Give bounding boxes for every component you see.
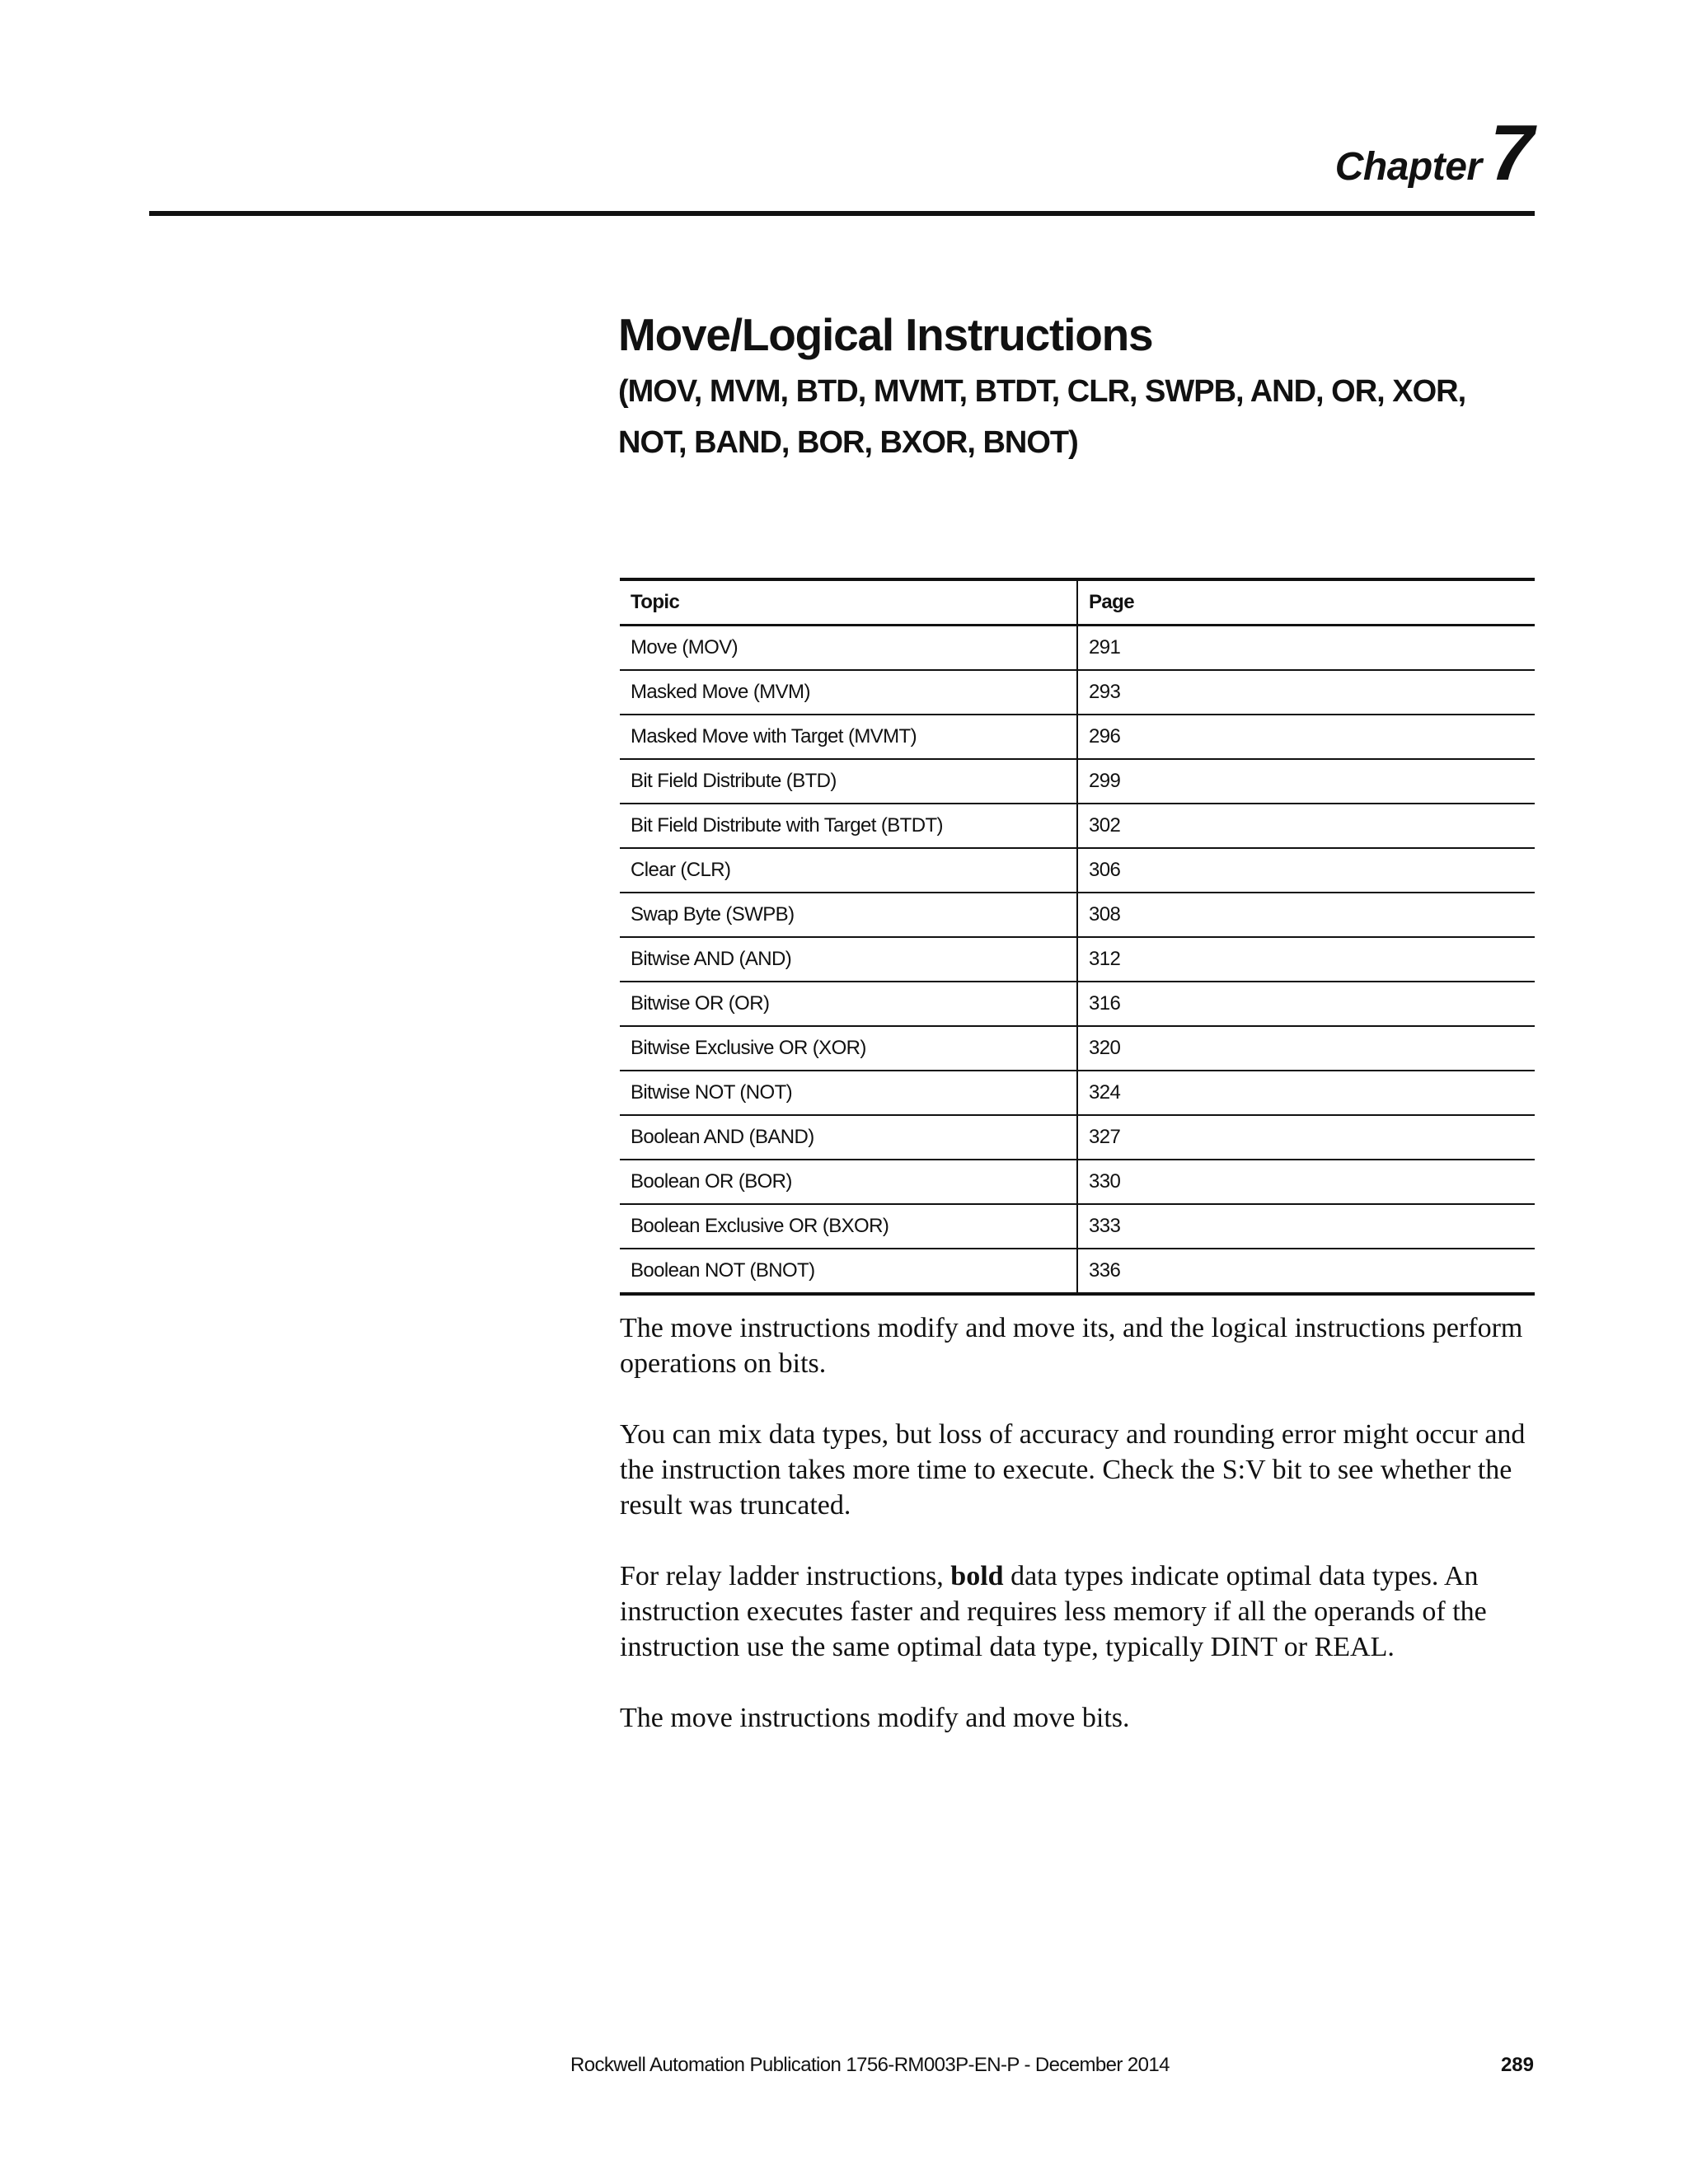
table-row (620, 626, 1535, 671)
table-row (620, 1160, 1535, 1204)
topic-cell: Bit Field Distribute with Target (BTDT) (620, 804, 1077, 848)
topic-cell: Bitwise AND (AND) (620, 937, 1077, 982)
chapter-word: Chapter (1334, 145, 1482, 189)
table-header-row (620, 579, 1535, 626)
table-row (620, 1204, 1535, 1249)
topic-cell: Swap Byte (SWPB) (620, 893, 1077, 937)
table-row (620, 1026, 1535, 1071)
topic-cell: Boolean AND (BAND) (620, 1115, 1077, 1160)
table-row (620, 982, 1535, 1026)
topic-cell: Clear (CLR) (620, 848, 1077, 893)
table-row (620, 893, 1535, 937)
page-title: Move/Logical Instructions (618, 309, 1153, 360)
chapter-heading (1334, 109, 1534, 197)
table-row (620, 1115, 1535, 1160)
title-block (618, 305, 1535, 468)
page-cell: 336 (1077, 1249, 1535, 1294)
page-cell: 306 (1077, 848, 1535, 893)
topic-cell: Masked Move (MVM) (620, 670, 1077, 715)
page-cell: 296 (1077, 715, 1535, 759)
page-cell: 330 (1077, 1160, 1535, 1204)
table-row (620, 804, 1535, 848)
page-cell: 302 (1077, 804, 1535, 848)
topic-cell: Masked Move with Target (MVMT) (620, 715, 1077, 759)
page-cell: 320 (1077, 1026, 1535, 1071)
page-cell: 327 (1077, 1115, 1535, 1160)
page-cell: 316 (1077, 982, 1535, 1026)
table-row (620, 670, 1535, 715)
page-cell: 293 (1077, 670, 1535, 715)
table-row (620, 1071, 1535, 1115)
paragraph-optimal-types (620, 1558, 1539, 1665)
paragraph-text: For relay ladder instructions, (620, 1561, 951, 1591)
topic-cell: Move (MOV) (620, 626, 1077, 671)
topic-cell: Bit Field Distribute (BTD) (620, 759, 1077, 804)
table-row (620, 848, 1535, 893)
page-cell: 308 (1077, 893, 1535, 937)
page-cell: 291 (1077, 626, 1535, 671)
page-cell: 312 (1077, 937, 1535, 982)
page-cell: 333 (1077, 1204, 1535, 1249)
topic-cell: Bitwise OR (OR) (620, 982, 1077, 1026)
bold-keyword: bold (950, 1561, 1004, 1591)
page-subtitle: (MOV, MVM, BTD, MVMT, BTDT, CLR, SWPB, AND, OR, XOR, NOT, BAND, BOR, BXOR, BNOT) (618, 374, 1466, 460)
topic-cell: Boolean OR (BOR) (620, 1160, 1077, 1204)
footer-page-number: 289 (1500, 2054, 1534, 2076)
paragraph-text: data types indicate optimal data types. An instruction executes faster and requires less memory if all the operands of the instruction use the same optimal data type, typically DINT or REAL. (620, 1561, 1487, 1662)
topic-cell: Bitwise Exclusive OR (XOR) (620, 1026, 1077, 1071)
page-cell: 299 (1077, 759, 1535, 804)
column-header-page: Page (1077, 579, 1535, 626)
footer-publication: Rockwell Automation Publication 1756-RM003P-EN-P - December 2014 (570, 2054, 1170, 2076)
paragraph-data-types: You can mix data types, but loss of accuracy and rounding error might occur and the instruction takes more time to execute. Check the S:V bit to see whether the result was truncated. (620, 1419, 1526, 1521)
table-row (620, 759, 1535, 804)
chapter-divider (149, 211, 1535, 216)
body-text (620, 1310, 1539, 1771)
topic-cell: Boolean NOT (BNOT) (620, 1249, 1077, 1294)
topic-cell: Bitwise NOT (NOT) (620, 1071, 1077, 1115)
page-cell: 324 (1077, 1071, 1535, 1115)
paragraph-move-bits: The move instructions modify and move bits. (620, 1703, 1130, 1733)
chapter-number: 7 (1489, 109, 1534, 197)
topic-table (620, 578, 1535, 1296)
column-header-topic: Topic (620, 579, 1077, 626)
table-row (620, 1249, 1535, 1294)
table-row (620, 715, 1535, 759)
table-row (620, 937, 1535, 982)
topic-cell: Boolean Exclusive OR (BXOR) (620, 1204, 1077, 1249)
paragraph-intro: The move instructions modify and move its, and the logical instructions perform operations on bits. (620, 1313, 1523, 1379)
